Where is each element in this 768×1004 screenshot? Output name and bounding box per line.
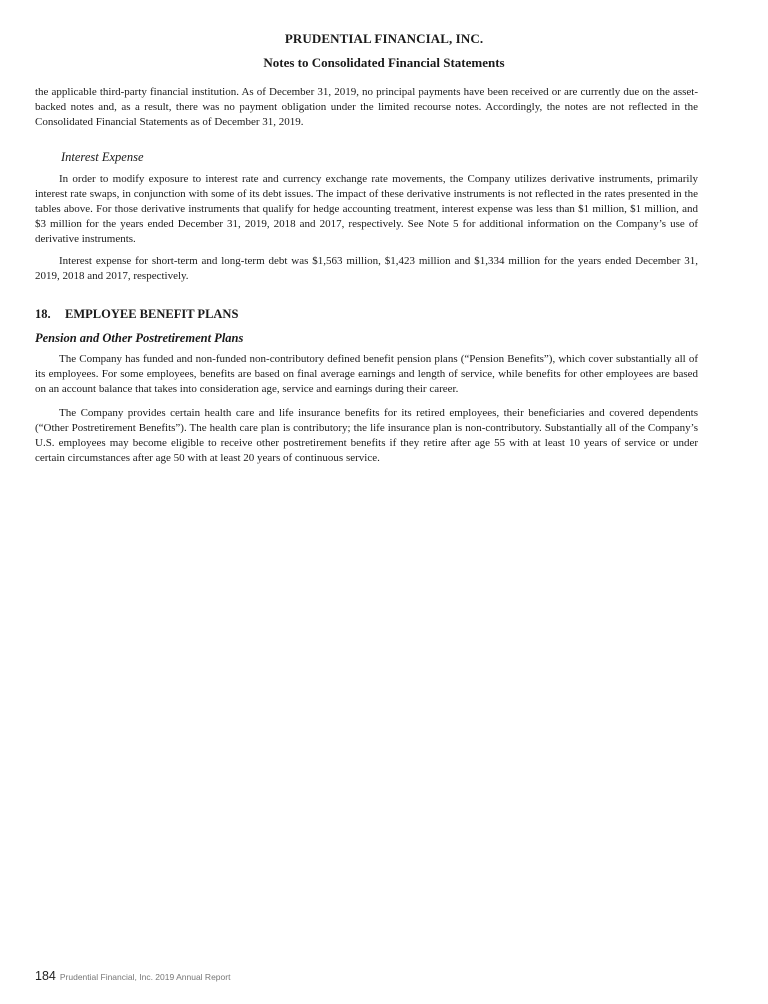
page-number: 184 xyxy=(35,969,56,983)
interest-expense-heading: Interest Expense xyxy=(61,150,144,164)
section-number: 18. xyxy=(35,307,51,321)
interest-expense-paragraph-2: Interest expense for short-term and long-term debt was $1,563 million, $1,423 million and $1,334 million for the years ended December 31, 2019, 2018 and 2017, respectively. xyxy=(35,255,698,282)
section-title: EMPLOYEE BENEFIT PLANS xyxy=(65,307,239,321)
document-title: Notes to Consolidated Financial Statements xyxy=(263,55,505,70)
page-footer xyxy=(35,967,230,985)
report-name: Prudential Financial, Inc. 2019 Annual Report xyxy=(59,972,231,982)
pension-subheading: Pension and Other Postretirement Plans xyxy=(35,331,244,345)
company-name: PRUDENTIAL FINANCIAL, INC. xyxy=(284,31,484,46)
pension-paragraph-2: The Company provides certain health care and life insurance benefits for its retired employees, their beneficiaries and covered dependents (“Other Postretirement Benefits”). The health care plan is contributory; the life insurance plan is non-contributory. Substantially all of the Company’s U.S. employees may become eligible to receive other postretirement benefits if they retire after age 55 with at least 10 years of service or under certain circumstances after age 50 with at least 20 years of continuous service. xyxy=(35,407,698,464)
intro-paragraph: the applicable third-party financial institution. As of December 31, 2019, no principal payments have been received or are currently due on the asset-backed notes and, as a result, there was no payment obligation under the limited recourse notes. Accordingly, the notes are not reflected in the Consolidated Financial Statements as of December 31, 2019. xyxy=(35,86,698,128)
section-heading xyxy=(35,307,238,322)
pension-paragraph-1: The Company has funded and non-funded non-contributory defined benefit pension plans (“Pension Benefits”), which cover substantially all of its employees. For some employees, benefits are based on final average earnings and length of service, while benefits for other employees are based on an account balance that takes into consideration age, service and earnings during their career. xyxy=(35,353,698,395)
interest-expense-paragraph-1: In order to modify exposure to interest rate and currency exchange rate movements, the Company utilizes derivative instruments, primarily interest rate swaps, in conjunction with some of its debt issues. The impact of these derivative instruments is not reflected in the rates presented in the tables above. For those derivative instruments that qualify for hedge accounting treatment, interest expense was less than $1 million, $1 million, and $3 million for the years ended December 31, 2019, 2018 and 2017, respectively. See Note 5 for additional information on the Company’s use of derivative instruments. xyxy=(35,173,698,245)
